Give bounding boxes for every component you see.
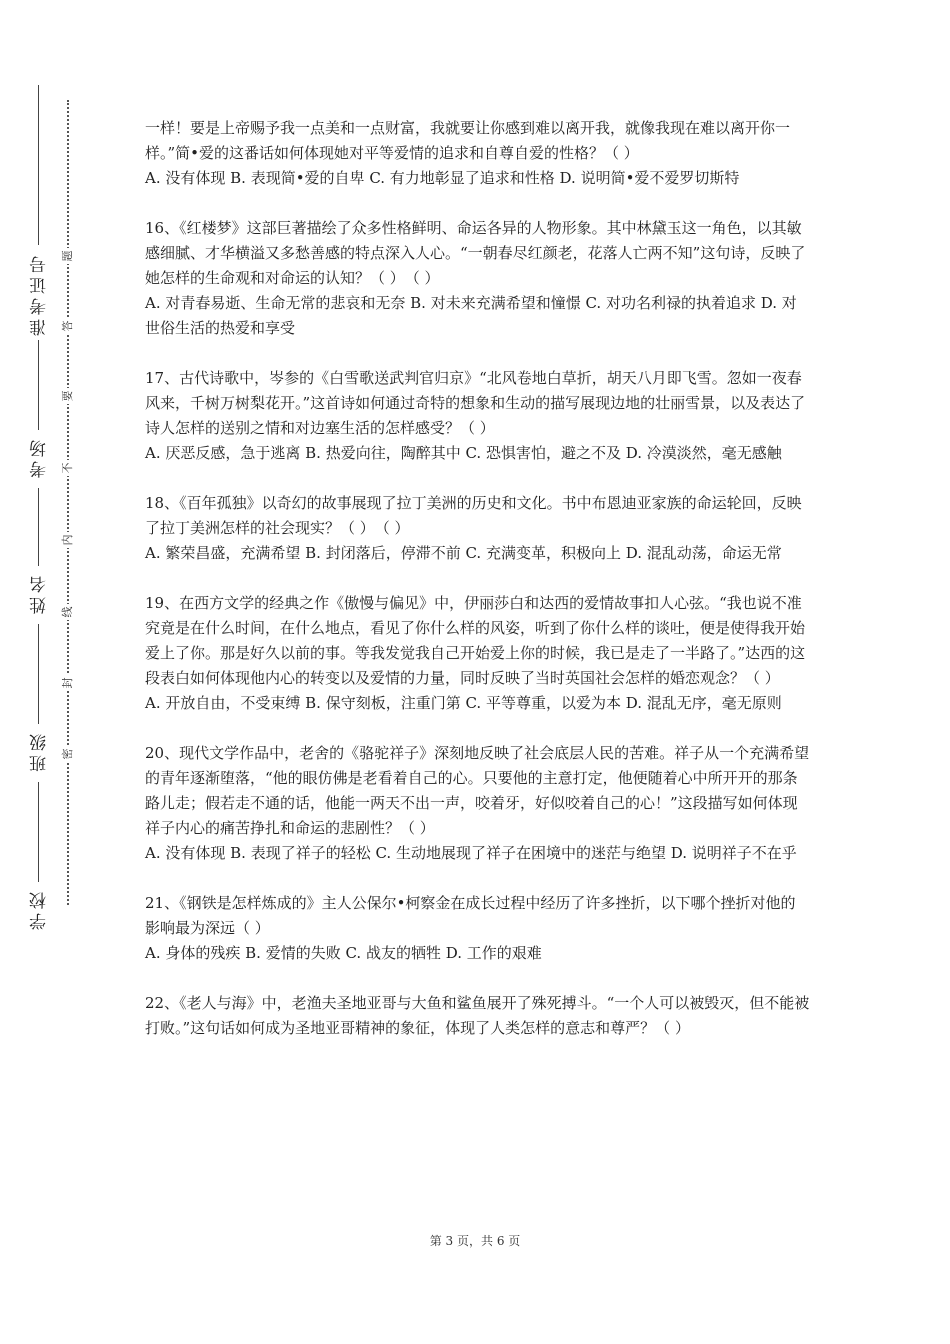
question-options: A. 身体的残疾 B. 爱情的失败 C. 战友的牺牲 D. 工作的艰难 (145, 944, 542, 962)
fill-line (38, 624, 39, 724)
question-stem: 18、《百年孤独》以奇幻的故事展现了拉丁美洲的历史和文化。书中布恩迪亚家族的命运轮回，反映了拉丁美洲怎样的社会现实？（ ） （ ） (145, 494, 802, 537)
question-item (145, 491, 810, 566)
seal-char: 密 (60, 746, 76, 762)
exam-number-label: 准考证号 (30, 252, 50, 336)
seal-char: 要 (60, 388, 76, 404)
question-stem: 19、在西方文学的经典之作《傲慢与偏见》中，伊丽莎白和达西的爱情故事扣人心弦。“我也说不准究竟是在什么时间，在什么地点，看见了你什么样的风姿，听到了你什么样的谈吐，便是使得我开始爱上了你。那是好久以前的事。等我发觉我自己开始爱上你的时候，我已是走了一半路了。”达西的这段表白如何体现他内心的转变以及爱情的力量，同时反映了当时英国社会怎样的婚恋观念？（ ） (145, 594, 806, 687)
question-item (145, 366, 810, 466)
question-stem: 16、《红楼梦》这部巨著描绘了众多性格鲜明、命运各异的人物形象。其中林黛玉这一角色，以其敏感细腻、才华横溢又多愁善感的特点深入人心。“一朝春尽红颜老，花落人亡两不知”这句诗，反映了她怎样的生命观和对命运的认知？（ ） （ ） (145, 219, 806, 287)
seal-char: 内 (60, 532, 76, 548)
question-item (145, 991, 810, 1041)
question-stem: 17、古代诗歌中，岑参的《白雪歌送武判官归京》“北风卷地白草折，胡天八月即飞雪。忽如一夜春风来，千树万树梨花开。”这首诗如何通过奇特的想象和生动的描写展现边地的壮丽雪景，以及表达了诗人怎样的送别之情和对边塞生活的怎样感受？（ ） (145, 369, 806, 437)
seal-char: 答 (60, 318, 76, 334)
question-options: A. 对青春易逝、生命无常的悲哀和无奈 B. 对未来充满希望和憧憬 C. 对功名利禄的执着追求 D. 对世俗生活的热爱和享受 (145, 294, 797, 337)
exam-room-label: 考场 (30, 436, 50, 478)
seal-char: 题 (60, 248, 76, 264)
question-stem: 22、《老人与海》中，老渔夫圣地亚哥与大鱼和鲨鱼展开了殊死搏斗。“一个人可以被毁灭，但不能被打败。”这句话如何成为圣地亚哥精神的象征，体现了人类怎样的意志和尊严？（ ） (145, 994, 810, 1037)
school-label: 学校 (30, 888, 50, 930)
fill-line (38, 85, 39, 245)
name-label: 姓名 (30, 572, 50, 614)
fill-line (38, 488, 39, 566)
binding-margin (0, 0, 90, 1344)
question-options: A. 繁荣昌盛，充满希望 B. 封闭落后，停滞不前 C. 充满变革，积极向上 D. 混乱动荡，命运无常 (145, 544, 782, 562)
question-options: A. 没有体现 B. 表现简•爱的自卑 C. 有力地彰显了追求和性格 D. 说明简•爱不爱罗切斯特 (145, 169, 740, 187)
seal-char: 线 (60, 604, 76, 620)
question-stem: 21、《钢铁是怎样炼成的》主人公保尔•柯察金在成长过程中经历了许多挫折，以下哪个挫折对他的影响最为深远（ ） (145, 894, 796, 937)
question-options: A. 开放自由，不受束缚 B. 保守刻板，注重门第 C. 平等尊重，以爱为本 D. 混乱无序，毫无原则 (145, 694, 782, 712)
question-item (145, 891, 810, 966)
question-list (145, 116, 810, 1066)
class-label: 班级 (30, 730, 50, 772)
question-options: A. 厌恶反感，急于逃离 B. 热爱向往，陶醉其中 C. 恐惧害怕，避之不及 D. 冷漠淡然，毫无感触 (145, 444, 782, 462)
seal-line (67, 100, 69, 905)
fill-line (38, 340, 39, 430)
question-item (145, 741, 810, 866)
question-item (145, 591, 810, 716)
question-item (145, 116, 810, 191)
seal-char: 封 (60, 675, 76, 691)
fill-line (38, 782, 39, 882)
seal-char: 不 (60, 460, 76, 476)
question-options: A. 没有体现 B. 表现了祥子的轻松 C. 生动地展现了祥子在困境中的迷茫与绝望 D. 说明祥子不在乎 (145, 844, 797, 862)
question-item (145, 216, 810, 341)
question-stem: 一样！要是上帝赐予我一点美和一点财富，我就要让你感到难以离开我，就像我现在难以离开你一样。”简•爱的这番话如何体现她对平等爱情的追求和自尊自爱的性格？（ ） (145, 119, 791, 162)
question-stem: 20、现代文学作品中，老舍的《骆驼祥子》深刻地反映了社会底层人民的苦难。祥子从一个充满希望的青年逐渐堕落，“他的眼仿佛是老看着自己的心。只要他的主意打定，他便随着心中所开开的那条路儿走；假若走不通的话，他能一两天不出一声，咬着牙，好似咬着自己的心！”这段描写如何体现祥子内心的痛苦挣扎和命运的悲剧性？（ ） (145, 744, 810, 837)
page-footer: 第 3 页，共 6 页 (429, 1234, 521, 1248)
